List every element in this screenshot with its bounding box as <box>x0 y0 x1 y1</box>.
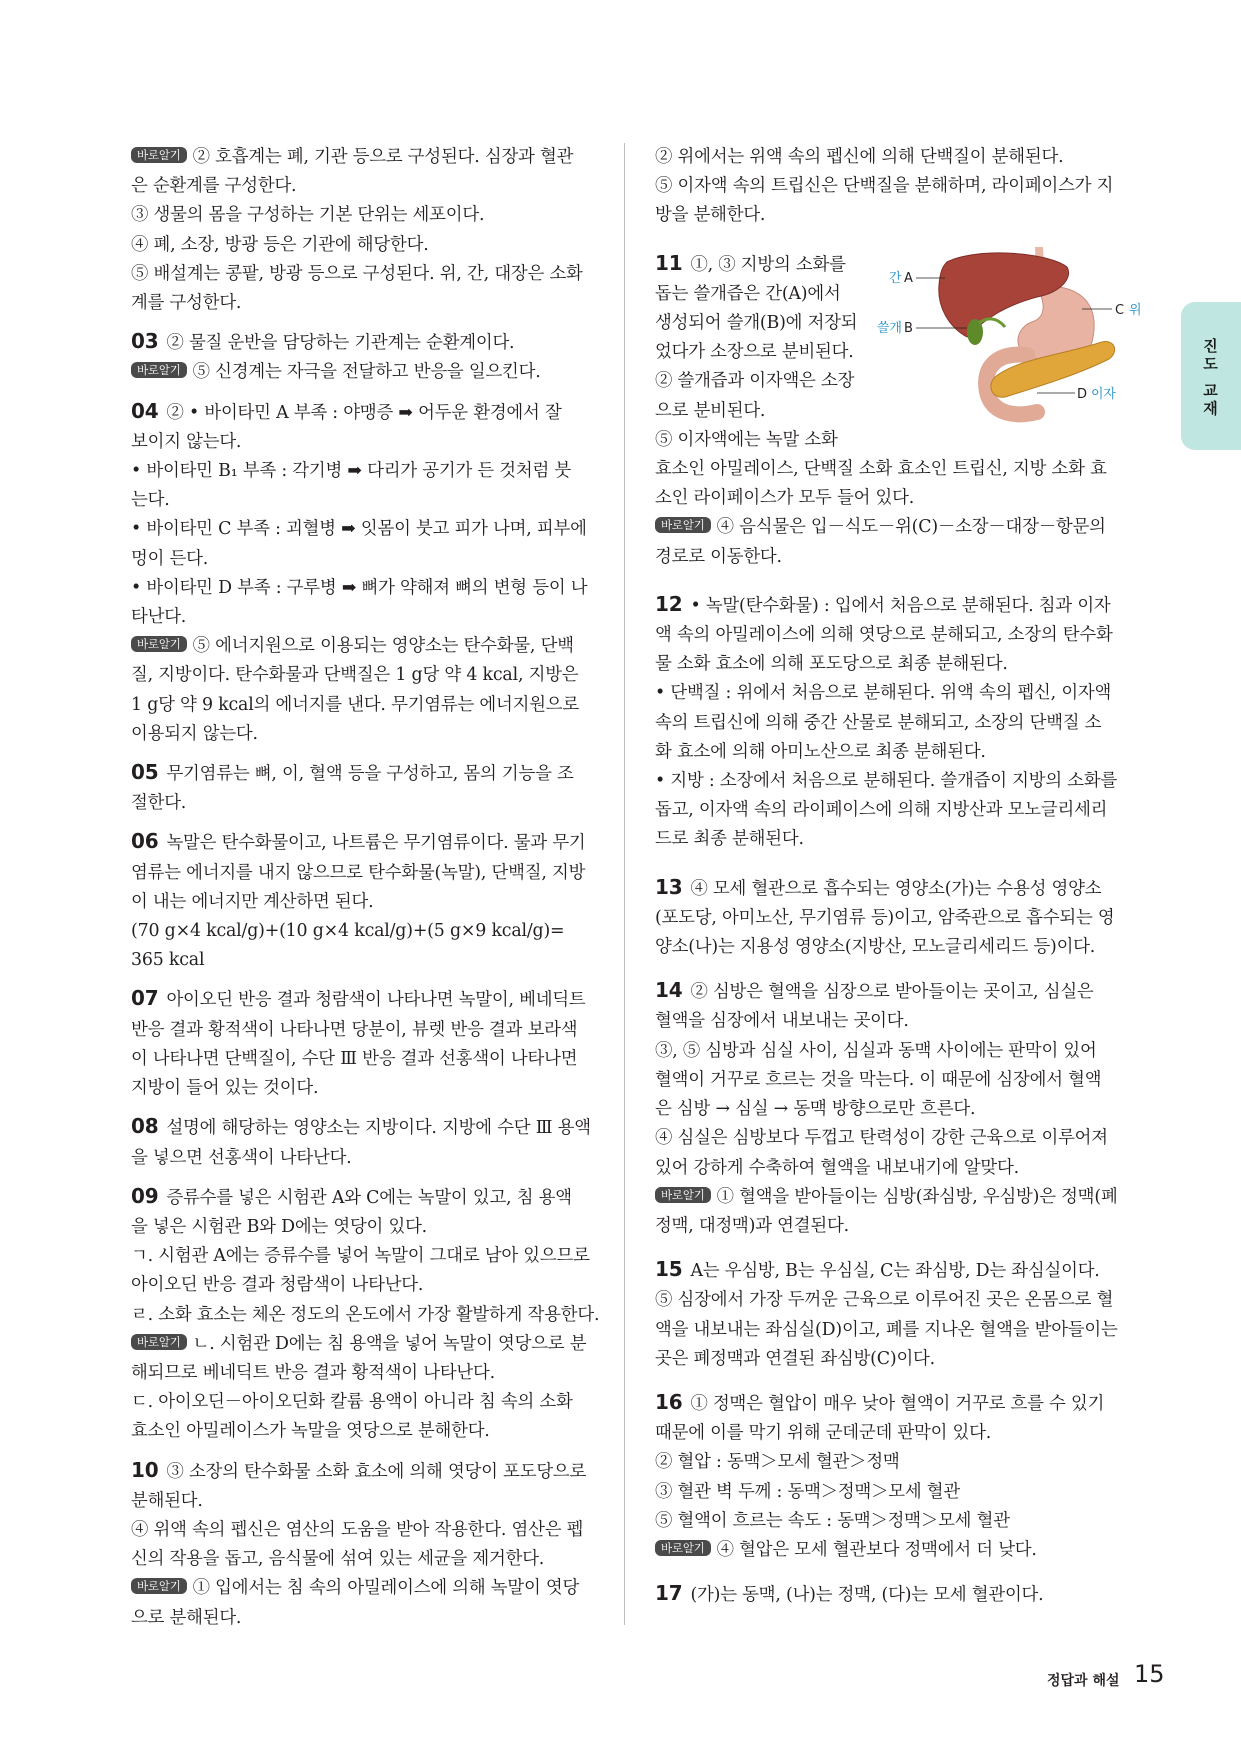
figure-label-pancreas: 이자 <box>1091 386 1116 402</box>
question-number: 04 <box>131 398 159 423</box>
question-number: 09 <box>131 1183 159 1208</box>
column-divider <box>624 143 625 1625</box>
figure-label-gallbladder: 쓸개 <box>877 320 902 336</box>
right-column <box>655 143 1142 1619</box>
answer-04: 04 ② • 바이타민 A 부족 : 야맹증 ➡ 어두운 환경에서 잘 보이지 않는다. • 바이타민 B₁ 부족 : 각기병 ➡ 다리가 공기가 든 것처럼 붓 는다. • 바이타민 C 부족 : 괴혈병 ➡ 잇몸이 붓고 피가 나며, 피부에 멍이 든다. • 바이타민 D 부족 : 구루병 ➡ 뼈가 약해져 뼈의 변형 등이 나 타난다. 바로알기 ⑤ 에너지원으로 이용되는 영양소는 탄수화물, 단백 질, 지방이다. 탄수화물과 단백질은 1 g당 약 4 kcal, 지방은 1 g당 약 9 kcal의 에너지를 낸다. 무기염류는 에너지원으로 이용되지 않는다. <box>131 398 588 744</box>
baro-badge: 바로알기 <box>131 147 187 163</box>
baro-badge: 바로알기 <box>131 362 187 378</box>
answer-11: 11 ①, ③ 지방의 소화를 돕는 쓸개즙은 간(A)에서 생성되어 쓸개(B)에 저장되 었다가 소장으로 분비된다. ② 쓸개즙과 이자액은 소장 으로 분비된다. ⑤ 이자액에는 녹말 소화 효소인 아밀레이스, 단백질 소화 효소인 트립신, 지방 소화 효 소인 라이페이스가 모두 들어 있다. 바로알기 ④ 음식물은 입－식도－위(C)－소장－대장－항문의 경로로 이동한다. 간 A 쓸개 B C 위 D 이자 <box>655 249 1139 572</box>
answer-17: 17 (가)는 동맥, (나)는 정맥, (다)는 모세 혈관이다. <box>655 1581 1044 1606</box>
question-number: 17 <box>655 1581 683 1606</box>
answer-10-continued: ② 위에서는 위액 속의 펩신에 의해 단백질이 분해된다. ⑤ 이자액 속의 트립신은 단백질을 분해하며, 라이페이스가 지 방을 분해한다. <box>655 147 1114 226</box>
baro-badge: 바로알기 <box>131 1578 187 1594</box>
answer-14: 14 ② 심방은 혈액을 심장으로 받아들이는 곳이고, 심실은 혈액을 심장에서 내보내는 곳이다. ③, ⑤ 심방과 심실 사이, 심실과 동맥 사이에는 판막이 있어 혈액이 거꾸로 흐르는 것을 막는다. 이 때문에 심장에서 혈액 은 심방 → 심실 → 동맥 방향으로만 흐른다. ④ 심실은 심방보다 두껍고 탄력성이 강한 근육으로 이루어져 있어 강하게 수축하여 혈액을 내보내기에 알맞다. 바로알기 ① 혈액을 받아들이는 심방(좌심방, 우심방)은 정맥(폐 정맥, 대정맥)과 연결된다. <box>655 978 1118 1236</box>
question-number: 07 <box>131 986 159 1011</box>
question-number: 14 <box>655 978 683 1003</box>
figure-label-a: A <box>904 270 913 286</box>
side-tab-label: 진도 교재 <box>1201 338 1219 419</box>
question-number: 16 <box>655 1389 683 1414</box>
figure-label-c: C <box>1115 302 1124 318</box>
answer-03: 03 ② 물질 운반을 담당하는 기관계는 순환계이다. 바로알기 ⑤ 신경계는 자극을 전달하고 반응을 일으킨다. <box>131 329 541 383</box>
question-number: 12 <box>655 591 683 616</box>
digestive-organs-diagram <box>877 247 1142 427</box>
answer-08: 08 설명에 해당하는 영양소는 지방이다. 지방에 수단 Ⅲ 용액 을 넣으면 선홍색이 나타난다. <box>131 1114 591 1168</box>
figure-label-liver: 간 <box>889 270 902 286</box>
figure-label-d: D <box>1077 386 1087 402</box>
figure-label-b: B <box>904 320 913 336</box>
footer-label: 정답과 해설 <box>1047 1673 1120 1689</box>
answer-12: 12 • 녹말(탄수화물) : 입에서 처음으로 분해된다. 침과 이자 액 속의 아밀레이스에 의해 엿당으로 분해되고, 소장의 탄수화 물 소화 효소에 의해 포도당으로 최종 분해된다. • 단백질 : 위에서 처음으로 분해된다. 위액 속의 펩신, 이자액 속의 트립신에 의해 중간 산물로 분해되고, 소장의 단백질 소 화 효소에 의해 아미노산으로 최종 분해된다. • 지방 : 소장에서 처음으로 분해된다. 쓸개즙이 지방의 소화를 돕고, 이자액 속의 라이페이스에 의해 지방산과 모노글리세리 드로 최종 분해된다. <box>655 591 1118 850</box>
answer-02-continued: 바로알기 ② 호흡계는 폐, 기관 등으로 구성된다. 심장과 혈관 은 순환계를 구성한다. ③ 생물의 몸을 구성하는 기본 단위는 세포이다. ④ 폐, 소장, 방광 등은 기관에 해당한다. ⑤ 배설계는 콩팥, 방광 등으로 구성된다. 위, 간, 대장은 소화 계를 구성한다. <box>131 147 583 314</box>
baro-badge: 바로알기 <box>655 1187 711 1203</box>
question-number: 11 <box>655 250 683 275</box>
question-number: 08 <box>131 1114 159 1139</box>
answer-16: 16 ① 정맥은 혈압이 매우 낮아 혈액이 거꾸로 흐를 수 있기 때문에 이를 막기 위해 군데군데 판막이 있다. ② 혈압 : 동맥＞모세 혈관＞정맥 ③ 혈관 벽 두께 : 동맥＞정맥＞모세 혈관 ⑤ 혈액이 흐르는 속도 : 동맥＞정맥＞모세 혈관 바로알기 ④ 혈압은 모세 혈관보다 정맥에서 더 낮다. <box>655 1389 1105 1560</box>
answer-15: 15 A는 우심방, B는 우심실, C는 좌심방, D는 좌심실이다. ⑤ 심장에서 가장 두꺼운 근육으로 이루어진 곳은 온몸으로 혈 액을 내보내는 좌심실(D)이고, 폐를 지나온 혈액을 받아들이는 곳은 폐정맥과 연결된 좌심방(C)이다. <box>655 1257 1118 1369</box>
baro-badge: 바로알기 <box>131 1334 187 1350</box>
question-number: 03 <box>131 329 159 354</box>
answer-06: 06 녹말은 탄수화물이고, 나트륨은 무기염류이다. 물과 무기 염류는 에너지를 내지 않으므로 탄수화물(녹말), 단백질, 지방 이 내는 에너지만 계산하면 된다. (70 g×4 kcal/g)+(10 g×4 kcal/g)+(5 g×9 kcal/g)= 365 kcal <box>131 829 586 971</box>
question-number: 06 <box>131 829 159 854</box>
question-number: 05 <box>131 760 159 785</box>
question-number: 10 <box>131 1457 159 1482</box>
answer-10: 10 ③ 소장의 탄수화물 소화 효소에 의해 엿당이 포도당으로 분해된다. ④ 위액 속의 펩신은 염산의 도움을 받아 작용한다. 염산은 펩 신의 작용을 돕고, 음식물에 섞여 있는 세균을 제거한다. 바로알기 ① 입에서는 침 속의 아밀레이스에 의해 녹말이 엿당 으로 분해된다. <box>131 1457 587 1628</box>
page-number: 15 <box>1134 1660 1165 1688</box>
baro-badge: 바로알기 <box>655 1540 711 1556</box>
figure-label-stomach: 위 <box>1129 302 1142 318</box>
baro-badge: 바로알기 <box>655 517 711 533</box>
side-tab[interactable] <box>1181 302 1241 450</box>
answer-09: 09 증류수를 넣은 시험관 A와 C에는 녹말이 있고, 침 용액 을 넣은 시험관 B와 D에는 엿당이 있다. ㄱ. 시험관 A에는 증류수를 넣어 녹말이 그대로 남아 있으므로 아이오딘 반응 결과 청람색이 나타난다. ㄹ. 소화 효소는 체온 정도의 온도에서 가장 활발하게 작용한다. 바로알기 ㄴ. 시험관 D에는 침 용액을 넣어 녹말이 엿당으로 분 해되므로 베네딕트 반응 결과 황적색이 나타난다. ㄷ. 아이오딘－아이오딘화 칼륨 용액이 아니라 침 속의 소화 효소인 아밀레이스가 녹말을 엿당으로 분해한다. <box>131 1183 600 1442</box>
question-number: 13 <box>655 874 683 899</box>
left-column <box>131 143 615 1642</box>
answer-07: 07 아이오딘 반응 결과 청람색이 나타나면 녹말이, 베네딕트 반응 결과 황적색이 나타나면 당분이, 뷰렛 반응 결과 보라색 이 나타나면 단백질이, 수단 Ⅲ 반응 결과 선홍색이 나타나면 지방이 들어 있는 것이다. <box>131 986 586 1099</box>
question-number: 15 <box>655 1257 683 1282</box>
answer-13: 13 ④ 모세 혈관으로 흡수되는 영양소(가)는 수용성 영양소 (포도당, 아미노산, 무기염류 등)이고, 암죽관으로 흡수되는 영 양소(나)는 지용성 영양소(지방산, 모노글리세리드 등)이다. <box>655 874 1115 958</box>
baro-badge: 바로알기 <box>131 636 187 652</box>
answer-05: 05 무기염류는 뼈, 이, 혈액 등을 구성하고, 몸의 기능을 조 절한다. <box>131 760 574 814</box>
